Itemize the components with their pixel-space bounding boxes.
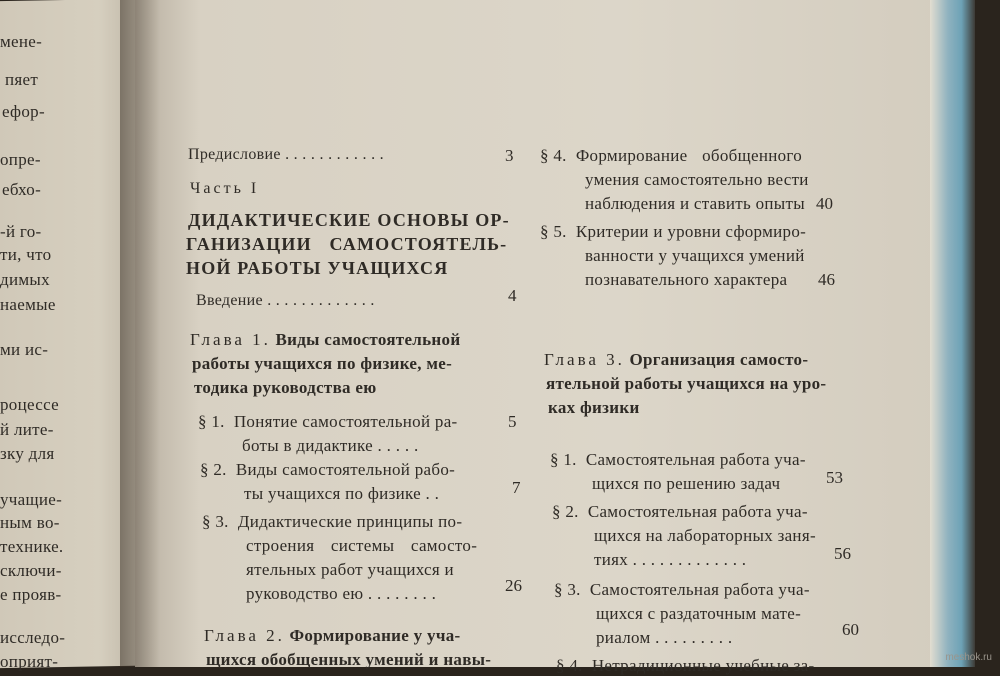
left-fragment: пяет <box>5 70 39 89</box>
page-number: 46 <box>818 270 835 289</box>
left-fragment: ным во- <box>0 513 60 532</box>
chapter-2-line: щихся обобщенных умений и навы- <box>206 650 492 669</box>
page-number: 5 <box>508 412 517 431</box>
book-gutter <box>120 0 160 667</box>
ch3-section-2: § 2. Самостоятельная работа уча- <box>552 502 808 521</box>
chapter-3-line: ках физики <box>548 398 640 417</box>
section-5-line: ванности у учащихся умений <box>585 246 805 265</box>
left-fragment: оприят- <box>0 652 59 671</box>
left-fragment: димых <box>0 270 50 289</box>
part-title-line: НОЙ РАБОТЫ УЧАЩИХСЯ <box>186 258 449 278</box>
ch3-section-3-line: риалом . . . . . . . . . <box>596 628 733 647</box>
left-fragment: й лите- <box>0 420 54 439</box>
ch3-section-2-line: щихся на лабораторных заня- <box>594 526 816 545</box>
chapter-1-heading: Глава 1. Виды самостоятельной <box>190 330 461 349</box>
left-fragment: зку для <box>0 444 55 463</box>
left-fragment: технике. <box>0 537 64 556</box>
chapter-1-line: работы учащихся по физике, ме- <box>192 354 453 373</box>
page-number: 60 <box>842 620 859 639</box>
left-fragment: ебхо- <box>2 180 42 199</box>
ch3-section-3: § 3. Самостоятельная работа уча- <box>554 580 810 599</box>
section-4-line: наблюдения и ставить опыты <box>585 194 805 213</box>
ch3-section-1: § 1. Самостоятельная работа уча- <box>550 450 806 469</box>
page-number: 3 <box>505 146 514 165</box>
chapter-1-line: тодика руководства ею <box>194 378 377 397</box>
book-edge <box>930 0 975 667</box>
section-1-line: боты в дидактике . . . . . <box>242 436 419 455</box>
ch3-section-4: § 4. Нетрадиционные учебные за- <box>556 656 815 675</box>
toc-entry-intro: Введение . . . . . . . . . . . . . <box>196 292 375 309</box>
ch3-section-3-line: щихся с раздаточным мате- <box>596 604 802 623</box>
page-number: 26 <box>505 576 522 595</box>
part-title-line: ДИДАКТИЧЕСКИЕ ОСНОВЫ ОР- <box>188 210 510 230</box>
page-number: 40 <box>816 194 833 213</box>
section-2: § 2. Виды самостоятельной рабо- <box>200 460 456 479</box>
chapter-3-line: ятельной работы учащихся на уро- <box>546 374 827 393</box>
section-2-line: ты учащихся по физике . . <box>244 484 440 503</box>
section-3-line: ятельных работ учащихся и <box>246 560 454 579</box>
ch3-section-1-line: щихся по решению задач <box>592 474 781 493</box>
left-fragment: -й го- <box>0 222 42 241</box>
left-fragment: сключи- <box>0 561 62 580</box>
part-title-line: ГАНИЗАЦИИ САМОСТОЯТЕЛЬ- <box>186 234 508 254</box>
left-fragment: ми ис- <box>0 340 49 359</box>
section-3-line: строения системы самосто- <box>246 536 478 555</box>
ch3-section-2-line: тиях . . . . . . . . . . . . . <box>594 550 747 569</box>
left-fragment: учащие- <box>0 490 63 509</box>
section-5: § 5. Критерии и уровни сформиро- <box>540 222 807 241</box>
section-5-line: познавательного характера <box>585 270 788 289</box>
left-fragment: наемые <box>0 295 56 314</box>
left-fragment: мене- <box>0 32 43 51</box>
toc-entry-foreword: Предисловие . . . . . . . . . . . . <box>188 146 384 163</box>
section-1: § 1. Понятие самостоятельной ра- <box>198 412 458 431</box>
left-fragment: ти, что <box>0 245 52 264</box>
page-number: 7 <box>512 478 521 497</box>
page-number: 56 <box>834 544 851 563</box>
chapter-2-heading: Глава 2. Формирование у уча- <box>204 626 461 645</box>
section-4-line: умения самостоятельно вести <box>585 170 809 189</box>
left-fragment: опре- <box>0 150 41 169</box>
left-fragment: ефор- <box>2 102 45 121</box>
left-fragment: е прояв- <box>0 585 62 604</box>
chapter-3-heading: Глава 3. Организация самосто- <box>544 350 809 369</box>
section-3-line: руководство ею . . . . . . . . <box>246 584 437 603</box>
section-3: § 3. Дидактические принципы по- <box>202 512 463 531</box>
watermark: meshok.ru <box>945 652 992 663</box>
section-4: § 4. Формирование обобщенного <box>540 146 803 165</box>
part-label: Часть I <box>190 180 260 197</box>
left-fragment: роцессе <box>0 395 60 414</box>
page-number: 4 <box>508 286 517 305</box>
left-fragment: исследо- <box>0 628 66 647</box>
page-number: 53 <box>826 468 843 487</box>
